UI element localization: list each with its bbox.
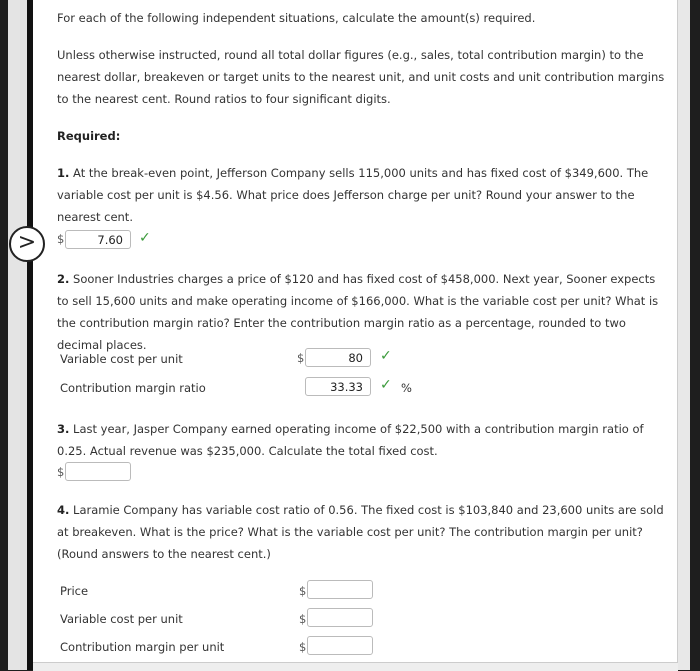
right-gutter [678, 0, 690, 670]
check-icon: ✓ [380, 348, 392, 364]
question-1: 1. At the break-even point, Jefferson Company sells 115,000 units and has fixed cost of $349,600. The variable cost per unit is $4.56. What price does Jefferson charge per unit? Round your answer to the nearest cent. [57, 166, 649, 224]
q3-dollar: $ [57, 465, 65, 479]
q3-fixed-cost-input[interactable] [65, 462, 131, 481]
q1-dollar: $ [57, 232, 65, 246]
q4-dollar: $ [299, 640, 307, 654]
q2-variable-cost-input[interactable]: 80 [305, 348, 371, 367]
intro-text: For each of the following independent situations, calculate the amount(s) required. [57, 11, 536, 25]
q4-dollar: $ [299, 584, 307, 598]
q1-answer-input[interactable]: 7.60 [65, 230, 131, 249]
chevron-right-icon[interactable]: > [9, 226, 45, 262]
question-panel [33, 0, 678, 662]
percent-sign: % [401, 381, 412, 395]
q2-label-cm-ratio: Contribution margin ratio [60, 381, 206, 395]
question-3: 3. Last year, Jasper Company earned operating income of $22,500 with a contribution margin ratio of 0.25. Actual revenue was $235,000. Calculate the total fixed cost. [57, 422, 644, 458]
question-4: 4. Laramie Company has variable cost ratio of 0.56. The fixed cost is $103,840 and 23,600 units are sold at breakeven. What is the price? What is the variable cost per unit? The contribution margin per unit? (Round answers to the nearest cent.) [57, 503, 664, 561]
q4-cm-per-unit-input[interactable] [307, 636, 373, 655]
required-heading: Required: [57, 129, 121, 143]
q2-label-variable-cost: Variable cost per unit [60, 352, 183, 366]
q4-variable-cost-input[interactable] [307, 608, 373, 627]
instructions-text: Unless otherwise instructed, round all total dollar figures (e.g., sales, total contribution margin) to the nearest dollar, breakeven or target units to the nearest unit, and unit costs and unit contribution margins to the nearest cent. Round ratios to four significant digits. [57, 48, 665, 106]
q4-label-price: Price [60, 584, 89, 598]
q2-cm-ratio-input[interactable]: 33.33 [305, 377, 371, 396]
check-icon: ✓ [380, 377, 392, 393]
check-icon: ✓ [139, 230, 151, 246]
question-2: 2. Sooner Industries charges a price of $120 and has fixed cost of $458,000. Next year, Sooner expects to sell 15,600 units and make operating income of $166,000. What is the variable cost per unit? What is the contribution margin ratio? Enter the contribution margin ratio as a percentage, rounded to two decimal places. [57, 272, 659, 352]
q4-label-variable-cost: Variable cost per unit [60, 612, 183, 626]
left-gutter [8, 0, 28, 670]
q2-dollar: $ [297, 351, 305, 365]
q4-label-cm-per-unit: Contribution margin per unit [60, 640, 225, 654]
q4-dollar: $ [299, 612, 307, 626]
q4-price-input[interactable] [307, 580, 373, 599]
